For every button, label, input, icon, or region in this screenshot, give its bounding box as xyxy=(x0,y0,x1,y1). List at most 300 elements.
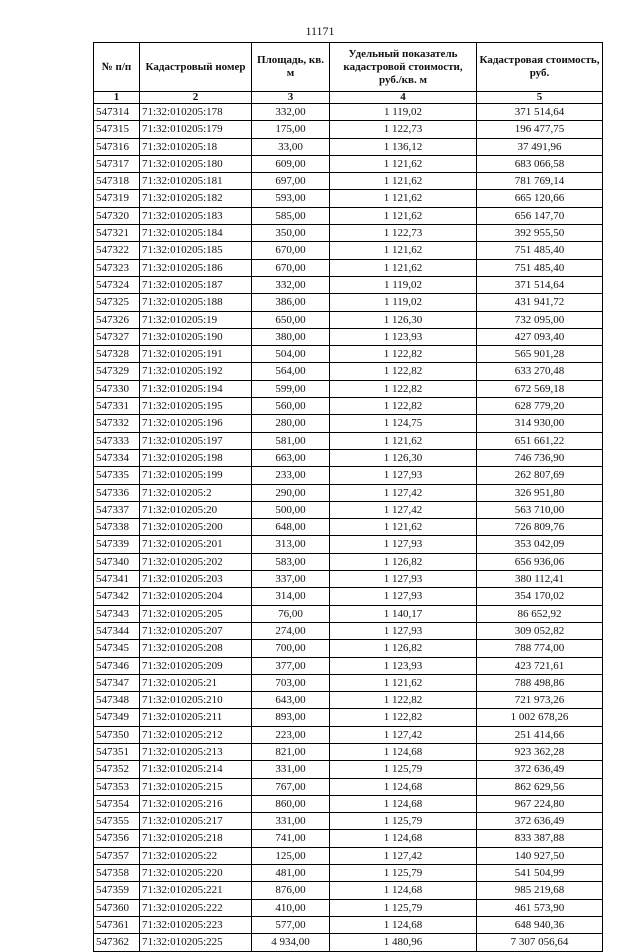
table-row xyxy=(94,761,603,778)
table-row xyxy=(94,657,603,674)
unit-rate-cell: 1 121,62 xyxy=(330,674,477,691)
table-row xyxy=(94,778,603,795)
table-row xyxy=(94,553,603,570)
table-row xyxy=(94,882,603,899)
area-cell: 332,00 xyxy=(252,276,330,293)
row-index-cell: 547346 xyxy=(94,657,140,674)
cadastral-number-cell: 71:32:010205:223 xyxy=(140,916,252,933)
area-cell: 350,00 xyxy=(252,225,330,242)
row-index-cell: 547321 xyxy=(94,225,140,242)
unit-rate-cell: 1 122,73 xyxy=(330,121,477,138)
area-cell: 380,00 xyxy=(252,328,330,345)
cadastral-value-cell: 862 629,56 xyxy=(477,778,603,795)
unit-rate-cell: 1 127,93 xyxy=(330,622,477,639)
table-row xyxy=(94,259,603,276)
row-index-cell: 547361 xyxy=(94,916,140,933)
unit-rate-cell: 1 127,93 xyxy=(330,588,477,605)
header-cadastral-value: Кадастровая стоимость, руб. xyxy=(477,43,603,92)
row-index-cell: 547327 xyxy=(94,328,140,345)
table-row xyxy=(94,726,603,743)
area-cell: 175,00 xyxy=(252,121,330,138)
area-cell: 332,00 xyxy=(252,104,330,121)
table-row xyxy=(94,899,603,916)
unit-rate-cell: 1 125,79 xyxy=(330,813,477,830)
area-cell: 821,00 xyxy=(252,743,330,760)
row-index-cell: 547338 xyxy=(94,519,140,536)
area-cell: 223,00 xyxy=(252,726,330,743)
cadastral-value-cell: 648 940,36 xyxy=(477,916,603,933)
cadastral-number-cell: 71:32:010205:201 xyxy=(140,536,252,553)
table-row xyxy=(94,121,603,138)
unit-rate-cell: 1 123,93 xyxy=(330,657,477,674)
table-row xyxy=(94,380,603,397)
row-index-cell: 547336 xyxy=(94,484,140,501)
table-row xyxy=(94,605,603,622)
area-cell: 500,00 xyxy=(252,501,330,518)
row-index-cell: 547347 xyxy=(94,674,140,691)
header-unit-rate: Удельный показатель кадастровой стоимости, руб./кв. м xyxy=(330,43,477,92)
cadastral-value-cell: 633 270,48 xyxy=(477,363,603,380)
area-cell: 233,00 xyxy=(252,467,330,484)
unit-rate-cell: 1 121,62 xyxy=(330,242,477,259)
cadastral-value-cell: 751 485,40 xyxy=(477,242,603,259)
cadastral-value-cell: 326 951,80 xyxy=(477,484,603,501)
cadastral-value-cell: 967 224,80 xyxy=(477,795,603,812)
unit-rate-cell: 1 121,62 xyxy=(330,432,477,449)
cadastral-number-cell: 71:32:010205:183 xyxy=(140,207,252,224)
cadastral-value-cell: 309 052,82 xyxy=(477,622,603,639)
row-index-cell: 547333 xyxy=(94,432,140,449)
cadastral-value-cell: 628 779,20 xyxy=(477,398,603,415)
unit-rate-cell: 1 126,82 xyxy=(330,640,477,657)
row-index-cell: 547353 xyxy=(94,778,140,795)
unit-rate-cell: 1 136,12 xyxy=(330,138,477,155)
table-row xyxy=(94,363,603,380)
cadastral-value-cell: 651 661,22 xyxy=(477,432,603,449)
unit-rate-cell: 1 127,93 xyxy=(330,536,477,553)
unit-rate-cell: 1 480,96 xyxy=(330,934,477,951)
cadastral-number-cell: 71:32:010205:179 xyxy=(140,121,252,138)
cadastral-number-cell: 71:32:010205:218 xyxy=(140,830,252,847)
unit-rate-cell: 1 124,75 xyxy=(330,415,477,432)
area-cell: 643,00 xyxy=(252,692,330,709)
cadastral-number-cell: 71:32:010205:199 xyxy=(140,467,252,484)
cadastral-value-cell: 672 569,18 xyxy=(477,380,603,397)
table-row xyxy=(94,830,603,847)
row-index-cell: 547351 xyxy=(94,743,140,760)
area-cell: 703,00 xyxy=(252,674,330,691)
row-index-cell: 547359 xyxy=(94,882,140,899)
header-area: Площадь, кв. м xyxy=(252,43,330,92)
unit-rate-cell: 1 126,30 xyxy=(330,449,477,466)
table-row xyxy=(94,795,603,812)
unit-rate-cell: 1 124,68 xyxy=(330,743,477,760)
row-index-cell: 547357 xyxy=(94,847,140,864)
cadastral-value-cell: 196 477,75 xyxy=(477,121,603,138)
cadastral-number-cell: 71:32:010205:205 xyxy=(140,605,252,622)
cadastral-number-cell: 71:32:010205:197 xyxy=(140,432,252,449)
table-row xyxy=(94,536,603,553)
row-index-cell: 547324 xyxy=(94,276,140,293)
cadastral-value-cell: 372 636,49 xyxy=(477,813,603,830)
unit-rate-cell: 1 121,62 xyxy=(330,190,477,207)
unit-rate-cell: 1 127,42 xyxy=(330,501,477,518)
cadastral-number-cell: 71:32:010205:225 xyxy=(140,934,252,951)
table-row xyxy=(94,449,603,466)
area-cell: 560,00 xyxy=(252,398,330,415)
area-cell: 860,00 xyxy=(252,795,330,812)
unit-rate-cell: 1 124,68 xyxy=(330,795,477,812)
unit-rate-cell: 1 124,68 xyxy=(330,882,477,899)
cadastral-number-cell: 71:32:010205:18 xyxy=(140,138,252,155)
unit-rate-cell: 1 121,62 xyxy=(330,207,477,224)
unit-rate-cell: 1 127,42 xyxy=(330,726,477,743)
row-index-cell: 547322 xyxy=(94,242,140,259)
area-cell: 697,00 xyxy=(252,173,330,190)
unit-rate-cell: 1 122,82 xyxy=(330,346,477,363)
cadastral-number-cell: 71:32:010205:214 xyxy=(140,761,252,778)
cadastral-number-cell: 71:32:010205:185 xyxy=(140,242,252,259)
cadastral-table xyxy=(93,42,603,952)
row-index-cell: 547325 xyxy=(94,294,140,311)
column-number: 1 xyxy=(94,92,140,104)
area-cell: 700,00 xyxy=(252,640,330,657)
cadastral-number-cell: 71:32:010205:221 xyxy=(140,882,252,899)
area-cell: 663,00 xyxy=(252,449,330,466)
cadastral-number-cell: 71:32:010205:186 xyxy=(140,259,252,276)
cadastral-value-cell: 541 504,99 xyxy=(477,865,603,882)
table-row xyxy=(94,588,603,605)
area-cell: 583,00 xyxy=(252,553,330,570)
row-index-cell: 547341 xyxy=(94,571,140,588)
unit-rate-cell: 1 127,93 xyxy=(330,467,477,484)
unit-rate-cell: 1 122,82 xyxy=(330,709,477,726)
cadastral-value-cell: 262 807,69 xyxy=(477,467,603,484)
row-index-cell: 547335 xyxy=(94,467,140,484)
cadastral-value-cell: 423 721,61 xyxy=(477,657,603,674)
unit-rate-cell: 1 121,62 xyxy=(330,173,477,190)
cadastral-value-cell: 372 636,49 xyxy=(477,761,603,778)
cadastral-number-cell: 71:32:010205:178 xyxy=(140,104,252,121)
row-index-cell: 547332 xyxy=(94,415,140,432)
unit-rate-cell: 1 124,68 xyxy=(330,916,477,933)
cadastral-number-cell: 71:32:010205:209 xyxy=(140,657,252,674)
area-cell: 593,00 xyxy=(252,190,330,207)
area-cell: 313,00 xyxy=(252,536,330,553)
table-row xyxy=(94,225,603,242)
unit-rate-cell: 1 122,82 xyxy=(330,692,477,709)
table-row xyxy=(94,276,603,293)
unit-rate-cell: 1 119,02 xyxy=(330,104,477,121)
table-row xyxy=(94,519,603,536)
cadastral-value-cell: 37 491,96 xyxy=(477,138,603,155)
row-index-cell: 547316 xyxy=(94,138,140,155)
cadastral-number-cell: 71:32:010205:191 xyxy=(140,346,252,363)
table-row xyxy=(94,934,603,951)
table-row xyxy=(94,709,603,726)
cadastral-number-cell: 71:32:010205:211 xyxy=(140,709,252,726)
cadastral-number-cell: 71:32:010205:22 xyxy=(140,847,252,864)
cadastral-number-cell: 71:32:010205:181 xyxy=(140,173,252,190)
table-row xyxy=(94,346,603,363)
cadastral-number-cell: 71:32:010205:208 xyxy=(140,640,252,657)
unit-rate-cell: 1 124,68 xyxy=(330,830,477,847)
unit-rate-cell: 1 122,73 xyxy=(330,225,477,242)
row-index-cell: 547356 xyxy=(94,830,140,847)
cadastral-number-cell: 71:32:010205:2 xyxy=(140,484,252,501)
row-index-cell: 547360 xyxy=(94,899,140,916)
row-index-cell: 547334 xyxy=(94,449,140,466)
cadastral-value-cell: 86 652,92 xyxy=(477,605,603,622)
cadastral-number-cell: 71:32:010205:207 xyxy=(140,622,252,639)
cadastral-value-cell: 656 936,06 xyxy=(477,553,603,570)
area-cell: 33,00 xyxy=(252,138,330,155)
area-cell: 410,00 xyxy=(252,899,330,916)
area-cell: 337,00 xyxy=(252,571,330,588)
area-cell: 599,00 xyxy=(252,380,330,397)
cadastral-number-cell: 71:32:010205:190 xyxy=(140,328,252,345)
table-row xyxy=(94,865,603,882)
cadastral-value-cell: 565 901,28 xyxy=(477,346,603,363)
table-row xyxy=(94,328,603,345)
cadastral-value-cell: 751 485,40 xyxy=(477,259,603,276)
cadastral-value-cell: 746 736,90 xyxy=(477,449,603,466)
unit-rate-cell: 1 121,62 xyxy=(330,519,477,536)
area-cell: 331,00 xyxy=(252,813,330,830)
table-row xyxy=(94,190,603,207)
area-cell: 648,00 xyxy=(252,519,330,536)
unit-rate-cell: 1 122,82 xyxy=(330,380,477,397)
table-row xyxy=(94,432,603,449)
cadastral-value-cell: 353 042,09 xyxy=(477,536,603,553)
cadastral-value-cell: 1 002 678,26 xyxy=(477,709,603,726)
row-index-cell: 547314 xyxy=(94,104,140,121)
cadastral-value-cell: 788 498,86 xyxy=(477,674,603,691)
column-number-row xyxy=(94,92,603,104)
area-cell: 314,00 xyxy=(252,588,330,605)
area-cell: 331,00 xyxy=(252,761,330,778)
unit-rate-cell: 1 125,79 xyxy=(330,761,477,778)
cadastral-number-cell: 71:32:010205:220 xyxy=(140,865,252,882)
cadastral-number-cell: 71:32:010205:187 xyxy=(140,276,252,293)
cadastral-number-cell: 71:32:010205:195 xyxy=(140,398,252,415)
unit-rate-cell: 1 125,79 xyxy=(330,899,477,916)
area-cell: 609,00 xyxy=(252,155,330,172)
cadastral-value-cell: 371 514,64 xyxy=(477,276,603,293)
area-cell: 481,00 xyxy=(252,865,330,882)
area-cell: 377,00 xyxy=(252,657,330,674)
cadastral-value-cell: 314 930,00 xyxy=(477,415,603,432)
area-cell: 650,00 xyxy=(252,311,330,328)
row-index-cell: 547340 xyxy=(94,553,140,570)
cadastral-value-cell: 781 769,14 xyxy=(477,173,603,190)
cadastral-value-cell: 985 219,68 xyxy=(477,882,603,899)
area-cell: 893,00 xyxy=(252,709,330,726)
row-index-cell: 547319 xyxy=(94,190,140,207)
column-number: 3 xyxy=(252,92,330,104)
cadastral-number-cell: 71:32:010205:198 xyxy=(140,449,252,466)
row-index-cell: 547318 xyxy=(94,173,140,190)
row-index-cell: 547330 xyxy=(94,380,140,397)
area-cell: 125,00 xyxy=(252,847,330,864)
area-cell: 741,00 xyxy=(252,830,330,847)
table-row xyxy=(94,398,603,415)
unit-rate-cell: 1 121,62 xyxy=(330,259,477,276)
row-index-cell: 547348 xyxy=(94,692,140,709)
unit-rate-cell: 1 124,68 xyxy=(330,778,477,795)
cadastral-value-cell: 392 955,50 xyxy=(477,225,603,242)
cadastral-number-cell: 71:32:010205:203 xyxy=(140,571,252,588)
header-row xyxy=(94,43,603,92)
row-index-cell: 547326 xyxy=(94,311,140,328)
table-row xyxy=(94,104,603,121)
row-index-cell: 547344 xyxy=(94,622,140,639)
table-row xyxy=(94,138,603,155)
area-cell: 4 934,00 xyxy=(252,934,330,951)
table-row xyxy=(94,242,603,259)
cadastral-number-cell: 71:32:010205:202 xyxy=(140,553,252,570)
row-index-cell: 547349 xyxy=(94,709,140,726)
row-index-cell: 547317 xyxy=(94,155,140,172)
cadastral-value-cell: 656 147,70 xyxy=(477,207,603,224)
cadastral-number-cell: 71:32:010205:204 xyxy=(140,588,252,605)
area-cell: 76,00 xyxy=(252,605,330,622)
area-cell: 290,00 xyxy=(252,484,330,501)
cadastral-number-cell: 71:32:010205:194 xyxy=(140,380,252,397)
cadastral-number-cell: 71:32:010205:200 xyxy=(140,519,252,536)
unit-rate-cell: 1 119,02 xyxy=(330,276,477,293)
row-index-cell: 547342 xyxy=(94,588,140,605)
table-row xyxy=(94,622,603,639)
row-index-cell: 547355 xyxy=(94,813,140,830)
row-index-cell: 547339 xyxy=(94,536,140,553)
cadastral-number-cell: 71:32:010205:20 xyxy=(140,501,252,518)
cadastral-value-cell: 665 120,66 xyxy=(477,190,603,207)
cadastral-value-cell: 683 066,58 xyxy=(477,155,603,172)
cadastral-number-cell: 71:32:010205:182 xyxy=(140,190,252,207)
cadastral-number-cell: 71:32:010205:216 xyxy=(140,795,252,812)
cadastral-value-cell: 721 973,26 xyxy=(477,692,603,709)
cadastral-value-cell: 140 927,50 xyxy=(477,847,603,864)
cadastral-number-cell: 71:32:010205:21 xyxy=(140,674,252,691)
unit-rate-cell: 1 119,02 xyxy=(330,294,477,311)
area-cell: 585,00 xyxy=(252,207,330,224)
row-index-cell: 547315 xyxy=(94,121,140,138)
unit-rate-cell: 1 140,17 xyxy=(330,605,477,622)
area-cell: 504,00 xyxy=(252,346,330,363)
row-index-cell: 547354 xyxy=(94,795,140,812)
cadastral-number-cell: 71:32:010205:213 xyxy=(140,743,252,760)
header-index: № п/п xyxy=(94,43,140,92)
table-row xyxy=(94,311,603,328)
table-row xyxy=(94,467,603,484)
row-index-cell: 547362 xyxy=(94,934,140,951)
cadastral-value-cell: 563 710,00 xyxy=(477,501,603,518)
table-row xyxy=(94,743,603,760)
unit-rate-cell: 1 126,30 xyxy=(330,311,477,328)
unit-rate-cell: 1 126,82 xyxy=(330,553,477,570)
cadastral-value-cell: 431 941,72 xyxy=(477,294,603,311)
table-row xyxy=(94,916,603,933)
row-index-cell: 547358 xyxy=(94,865,140,882)
column-number: 2 xyxy=(140,92,252,104)
cadastral-value-cell: 461 573,90 xyxy=(477,899,603,916)
table-body xyxy=(94,104,603,952)
cadastral-number-cell: 71:32:010205:210 xyxy=(140,692,252,709)
unit-rate-cell: 1 127,42 xyxy=(330,847,477,864)
cadastral-value-cell: 726 809,76 xyxy=(477,519,603,536)
area-cell: 581,00 xyxy=(252,432,330,449)
table-row xyxy=(94,294,603,311)
cadastral-value-cell: 7 307 056,64 xyxy=(477,934,603,951)
area-cell: 564,00 xyxy=(252,363,330,380)
cadastral-value-cell: 732 095,00 xyxy=(477,311,603,328)
table-row xyxy=(94,415,603,432)
cadastral-value-cell: 354 170,02 xyxy=(477,588,603,605)
row-index-cell: 547343 xyxy=(94,605,140,622)
table-row xyxy=(94,692,603,709)
cadastral-number-cell: 71:32:010205:184 xyxy=(140,225,252,242)
cadastral-value-cell: 380 112,41 xyxy=(477,571,603,588)
cadastral-number-cell: 71:32:010205:188 xyxy=(140,294,252,311)
unit-rate-cell: 1 121,62 xyxy=(330,155,477,172)
cadastral-value-cell: 371 514,64 xyxy=(477,104,603,121)
row-index-cell: 547328 xyxy=(94,346,140,363)
area-cell: 767,00 xyxy=(252,778,330,795)
area-cell: 280,00 xyxy=(252,415,330,432)
table-row xyxy=(94,813,603,830)
cadastral-number-cell: 71:32:010205:212 xyxy=(140,726,252,743)
cadastral-value-cell: 788 774,00 xyxy=(477,640,603,657)
table-row xyxy=(94,847,603,864)
cadastral-number-cell: 71:32:010205:217 xyxy=(140,813,252,830)
row-index-cell: 547320 xyxy=(94,207,140,224)
area-cell: 274,00 xyxy=(252,622,330,639)
table-row xyxy=(94,155,603,172)
table-row xyxy=(94,674,603,691)
area-cell: 577,00 xyxy=(252,916,330,933)
column-number: 5 xyxy=(477,92,603,104)
page-number: 11171 xyxy=(305,24,335,38)
cadastral-number-cell: 71:32:010205:192 xyxy=(140,363,252,380)
unit-rate-cell: 1 122,82 xyxy=(330,363,477,380)
area-cell: 386,00 xyxy=(252,294,330,311)
area-cell: 670,00 xyxy=(252,242,330,259)
row-index-cell: 547329 xyxy=(94,363,140,380)
area-cell: 876,00 xyxy=(252,882,330,899)
row-index-cell: 547350 xyxy=(94,726,140,743)
table-row xyxy=(94,571,603,588)
cadastral-number-cell: 71:32:010205:222 xyxy=(140,899,252,916)
column-number: 4 xyxy=(330,92,477,104)
cadastral-number-cell: 71:32:010205:196 xyxy=(140,415,252,432)
table-row xyxy=(94,501,603,518)
row-index-cell: 547345 xyxy=(94,640,140,657)
table-row xyxy=(94,173,603,190)
cadastral-number-cell: 71:32:010205:215 xyxy=(140,778,252,795)
area-cell: 670,00 xyxy=(252,259,330,276)
unit-rate-cell: 1 122,82 xyxy=(330,398,477,415)
table-row xyxy=(94,207,603,224)
cadastral-value-cell: 427 093,40 xyxy=(477,328,603,345)
cadastral-number-cell: 71:32:010205:180 xyxy=(140,155,252,172)
cadastral-value-cell: 833 387,88 xyxy=(477,830,603,847)
row-index-cell: 547331 xyxy=(94,398,140,415)
unit-rate-cell: 1 127,42 xyxy=(330,484,477,501)
row-index-cell: 547323 xyxy=(94,259,140,276)
unit-rate-cell: 1 127,93 xyxy=(330,571,477,588)
header-cadastral-number: Кадастровый номер xyxy=(140,43,252,92)
